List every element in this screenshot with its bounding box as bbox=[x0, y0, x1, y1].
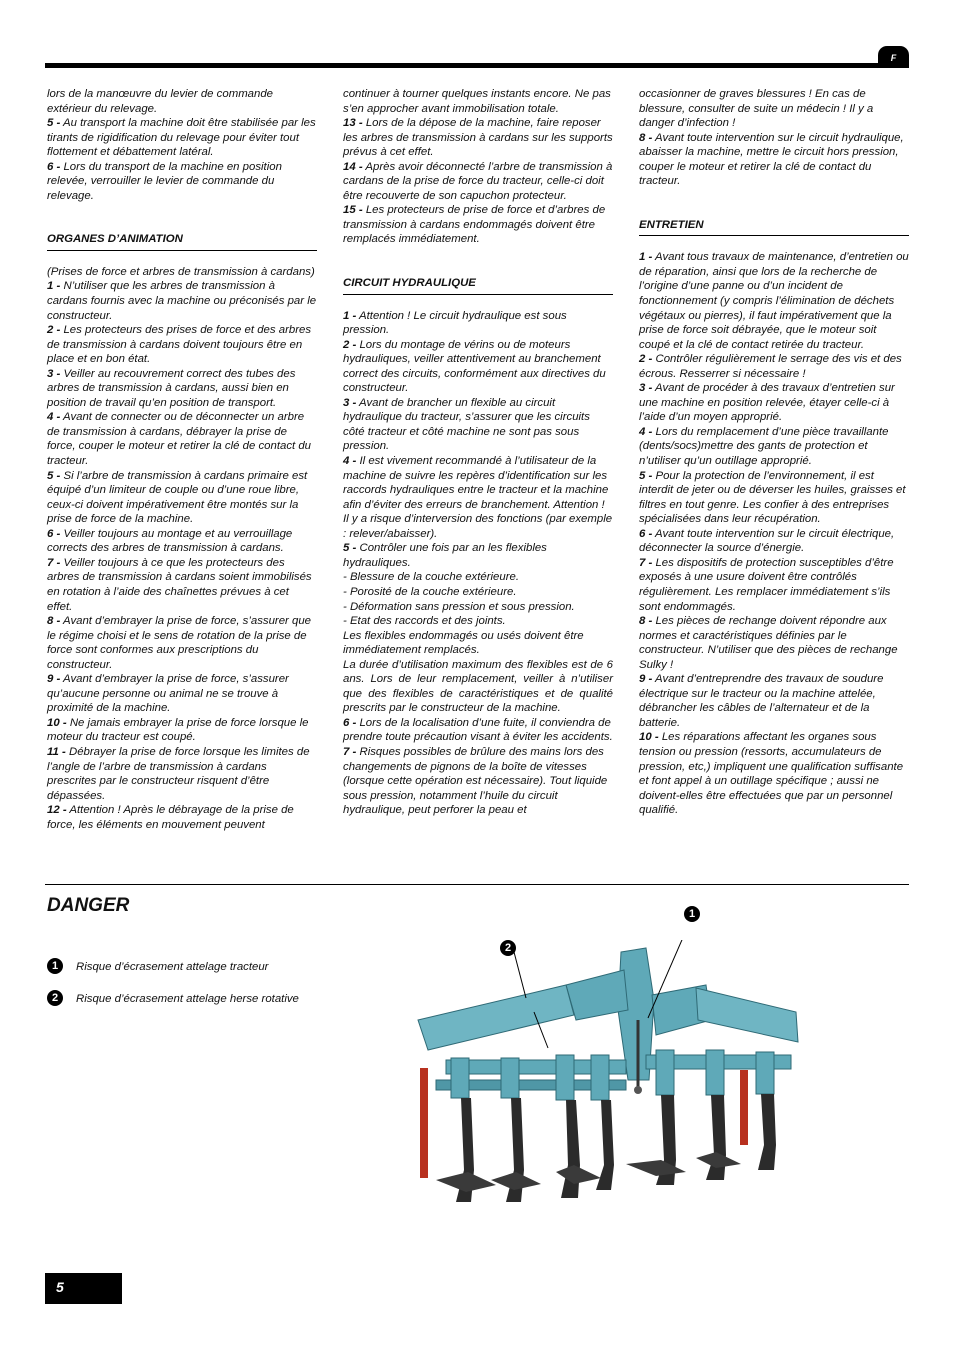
item-text: Les protecteurs des prises de force et des arbres de transmission à cardans doivent toujours être en place et en bon état. bbox=[47, 324, 312, 366]
paragraph: La durée d’utilisation maximum des flexibles est de 6 ans. Lors de leur remplacement, veiller à n’utiliser que des flexibles de caractéristiques et de qualité prescrits par le constructeur de la machine. bbox=[343, 658, 613, 715]
list-item bbox=[343, 396, 613, 454]
item-number: 12 - bbox=[47, 804, 67, 817]
item-number: 2 - bbox=[343, 338, 357, 351]
item-number: 5 - bbox=[47, 469, 61, 482]
column-2 bbox=[343, 87, 613, 818]
item-number: 10 - bbox=[47, 716, 67, 729]
legend-text-1: Risque d’écrasement attelage tracteur bbox=[76, 961, 269, 973]
item-number: 6 - bbox=[47, 160, 61, 173]
item-text: Veiller au recouvrement correct des tubes des arbres de transmission à cardans, aussi bien en position de travail qu’en position de transport. bbox=[47, 367, 296, 409]
list-item bbox=[639, 352, 909, 381]
item-text: Avant d’embrayer la prise de force, s’assurer que le régime choisi et le sens de rotation de la prise de force sont conformes aux prescriptions du constructeur. bbox=[47, 615, 312, 671]
item-text: Les protecteurs de prise de force et d’arbres de transmission à cardans endommagés doivent être remplacés immédiatement. bbox=[343, 204, 606, 246]
paragraph: Les flexibles endommagés ou usés doivent être immédiatement remplacés. bbox=[343, 629, 584, 657]
item-text: Il est vivement recommandé à l’utilisateur de la machine de suivre les repères d’identification sur les raccords hydrauliques entre le tracteur et la machine afin d’éviter des erreurs de branchement. Attention ! Il y a risque d’interversion des fonctions (par exemple : relever/abaisser). bbox=[343, 455, 613, 540]
section-title-entretien: ENTRETIEN bbox=[639, 218, 909, 237]
list-item bbox=[47, 410, 317, 468]
item-text: Lors de la localisation d’une fuite, il conviendra de prendre toute précaution visant à éviter les accidents. bbox=[343, 716, 613, 744]
item-text: Avant toute intervention sur le circuit hydraulique, abaisser la machine, mettre le circuit hors pression, couper le moteur et retirer la clé de contact du tracteur. bbox=[639, 131, 904, 188]
section-intro: (Prises de force et arbres de transmission à cardans) bbox=[47, 265, 315, 278]
list-item bbox=[47, 672, 317, 716]
item-text: Lors du transport de la machine en position relevée, verrouiller le levier de commande du relevage. bbox=[47, 160, 282, 202]
item-number: 3 - bbox=[47, 367, 61, 380]
list-item bbox=[639, 250, 909, 352]
item-text: Attention ! Le circuit hydraulique est sous pression. bbox=[343, 309, 567, 337]
item-number: 14 - bbox=[343, 160, 363, 173]
item-text: lors de la manœuvre du levier de commande extérieur du relevage. bbox=[47, 88, 274, 115]
machine-photo bbox=[406, 940, 800, 1222]
column-1 bbox=[47, 87, 317, 832]
item-text: Veiller toujours au montage et au verrouillage corrects des arbres de transmission à cardans. bbox=[47, 527, 293, 555]
item-number: 13 - bbox=[343, 117, 363, 130]
item-number: 4 - bbox=[47, 411, 61, 424]
col1-intro bbox=[47, 87, 317, 203]
photo-callout-2: 2 bbox=[500, 940, 516, 956]
item-number: 9 - bbox=[47, 673, 61, 686]
list-item bbox=[639, 87, 909, 131]
item-number: 8 - bbox=[47, 615, 61, 628]
item-text: Lors de la dépose de la machine, faire reposer les arbres de transmission à cardans sur les supports prévus à cet effet. bbox=[343, 117, 613, 159]
list-item bbox=[639, 672, 909, 730]
item-text: Contrôler une fois par an les flexibles hydrauliques. bbox=[343, 542, 547, 569]
item-text: N’utiliser que les arbres de transmission à cardans fournis avec la machine ou préconisés par le constructeur. bbox=[47, 280, 317, 322]
item-text: Avant d’entreprendre des travaux de soudure électrique sur le tracteur ou la machine attelée, débrancher les câbles de l’alternateur et de la batterie. bbox=[639, 673, 884, 729]
callout-number-1: 1 bbox=[47, 958, 63, 974]
list-item bbox=[343, 454, 613, 541]
item-number: 4 - bbox=[639, 425, 653, 438]
list-item bbox=[639, 425, 909, 469]
item-text: Avant d’embrayer la prise de force, s’assurer qu’aucune personne ou animal ne se trouve à proximité de la machine. bbox=[47, 673, 289, 715]
list-item bbox=[47, 556, 317, 614]
item-text: Avant de connecter ou de déconnecter un arbre de transmission à cardans, débrayer la prise de force, couper le moteur et retirer la clé de contact du tracteur. bbox=[47, 411, 312, 468]
item-number: 10 - bbox=[639, 731, 659, 744]
list-item bbox=[47, 745, 317, 803]
item-number: 6 - bbox=[47, 527, 61, 540]
list-item bbox=[47, 716, 317, 745]
item-number: 5 - bbox=[639, 469, 653, 482]
item-text: Attention ! Après le débrayage de la prise de force, les éléments en mouvement peuvent bbox=[47, 804, 294, 831]
item-number: 2 - bbox=[639, 353, 653, 366]
photo-callout-1: 1 bbox=[684, 906, 700, 922]
item-text: Avant toute intervention sur le circuit électrique, déconnecter la source d’énergie. bbox=[639, 527, 895, 555]
top-rule bbox=[45, 63, 909, 68]
item-number: 1 - bbox=[343, 309, 357, 322]
list-item bbox=[343, 338, 613, 396]
item-number: 7 - bbox=[639, 556, 653, 569]
danger-rule bbox=[45, 884, 909, 885]
item-number: 11 - bbox=[47, 745, 66, 758]
list-item bbox=[343, 203, 613, 247]
item-number: 8 - bbox=[639, 615, 653, 628]
item-text: Avant tous travaux de maintenance, d’entretien ou de réparation, ainsi que lors de la recherche de l’origine d’une panne ou d’un incident de fonctionnement (y compris l’élimination de déchets végétaux ou pierres), il faut impérativement que la prise de force soit débrayée, que le moteur soit coupé et la clé de contact retirée du tracteur. bbox=[639, 251, 909, 351]
item-number: 5 - bbox=[47, 117, 61, 130]
col1-intro-1 bbox=[47, 116, 317, 160]
item-number: 3 - bbox=[343, 396, 357, 409]
item-text: Au transport la machine doit être stabilisée par les tirants de rigidification du relevage pour éviter tout flottement et débattement latéral. bbox=[47, 117, 316, 159]
list-item bbox=[639, 131, 909, 189]
col1-intro-2 bbox=[47, 160, 317, 204]
col2-intro bbox=[343, 87, 613, 247]
col3-items bbox=[639, 250, 909, 817]
item-number: 2 - bbox=[47, 324, 61, 337]
item-text: Veiller toujours à ce que les protecteurs des arbres de transmission à cardans soient immobilisés en rotation à l’aide des chaînettes prévues à cet effet. bbox=[47, 556, 312, 613]
dash-item: - Porosité de la couche extérieure. bbox=[343, 585, 517, 598]
list-item bbox=[47, 279, 317, 323]
item-text: occasionner de graves blessures ! En cas de blessure, consulter de suite un médecin ! Il y a danger d’infection ! bbox=[639, 88, 874, 130]
list-item bbox=[639, 556, 909, 614]
list-item bbox=[639, 381, 909, 425]
item-text: Les réparations affectant les organes sous tension ou pression (ressorts, accumulateurs de pression, etc,) impliquent une qualification suffisante et font appel à un outillage spécifique ; aussi ne doivent-elles être effectuées que par un personnel qualifié. bbox=[639, 731, 904, 817]
list-item bbox=[47, 469, 317, 527]
list-item bbox=[639, 527, 909, 556]
item-text: Les dispositifs de protection susceptibles d’être exposés à une usure doivent être contrôlés régulièrement. Les remplacer immédiatement s’ils sont endommagés. bbox=[639, 556, 894, 613]
item-text: continuer à tourner quelques instants encore. Ne pas s’en approcher avant immobilisation totale. bbox=[343, 88, 611, 115]
list-item bbox=[47, 323, 317, 367]
item-number: 1 - bbox=[639, 251, 653, 264]
col2-items bbox=[343, 309, 613, 818]
item-text: Débrayer la prise de force lorsque les limites de l’angle de l’arbre de transmission à cardans prescrites par le constructeur risquent d’être dépassées. bbox=[47, 745, 310, 802]
list-item bbox=[47, 803, 317, 832]
list-item bbox=[343, 87, 613, 116]
list-item bbox=[47, 367, 317, 411]
item-text: Après avoir déconnecté l’arbre de transmission à cardans de la prise de force du tracteur, celle-ci doit être recouverte de son capuchon protecteur. bbox=[343, 160, 613, 202]
list-item bbox=[343, 160, 613, 204]
section-title-circuit-hydraulique: CIRCUIT HYDRAULIQUE bbox=[343, 276, 613, 295]
item-number: 9 - bbox=[639, 673, 653, 686]
item-text: Risques possibles de brûlure des mains lors des changements de pignons de la boîte de vitesses (lorsque cette opération est nécessaire). Tout liquide sous pression, notamment l’huile du circuit hydraulique, peut perforer la peau et bbox=[343, 745, 608, 817]
item-number: 6 - bbox=[343, 716, 357, 729]
callout-number-2: 2 bbox=[47, 990, 63, 1006]
item-text: Lors du remplacement d’une pièce travaillante (dents/socs)mettre des gants de protection et n’utiliser qu’un outillage approprié. bbox=[639, 425, 889, 468]
item-number: 7 - bbox=[343, 745, 357, 758]
item-text: Les pièces de rechange doivent répondre aux normes et caractéristiques définies par le constructeur. N’utiliser que des pièces de rechange Sulky ! bbox=[639, 615, 898, 671]
col1-items bbox=[47, 279, 317, 832]
dash-item: - Blessure de la couche extérieure. bbox=[343, 571, 520, 584]
item-number: 15 - bbox=[343, 204, 363, 217]
list-item bbox=[639, 469, 909, 527]
dash-item: - Déformation sans pression et sous pression. bbox=[343, 600, 575, 613]
item-text: Contrôler régulièrement le serrage des vis et des écrous. Resserrer si nécessaire ! bbox=[639, 353, 902, 380]
item-text: Avant de brancher un flexible au circuit hydraulique du tracteur, s’assurer que les circuits côté tracteur et côté machine ne sont pas sous pression. bbox=[343, 396, 590, 453]
column-3 bbox=[639, 87, 909, 818]
list-item bbox=[639, 730, 909, 817]
language-tab: F bbox=[878, 46, 909, 68]
item-number: 8 - bbox=[639, 131, 653, 144]
col3-intro bbox=[639, 87, 909, 189]
list-item bbox=[343, 716, 613, 745]
legend-text-2: Risque d’écrasement attelage herse rotative bbox=[76, 993, 299, 1005]
item-text: Si l’arbre de transmission à cardans primaire est équipé d’un limiteur de couple ou d’une roue libre, ceux-ci doivent impérativement être montés sur la prise de force de la machine. bbox=[47, 469, 308, 526]
list-item bbox=[343, 541, 613, 570]
item-number: 1 - bbox=[47, 280, 61, 293]
item-text: Ne jamais embrayer la prise de force lorsque le moteur du tracteur est coupé. bbox=[47, 716, 309, 744]
page-number: 5 bbox=[45, 1273, 122, 1304]
list-item bbox=[343, 116, 613, 160]
item-number: 7 - bbox=[47, 556, 61, 569]
list-item bbox=[343, 309, 613, 338]
item-text: Avant de procéder à des travaux d’entretien sur une machine en position relevée, étayer celle-ci à l’aide d’un moyen approprié. bbox=[639, 382, 895, 424]
list-item bbox=[47, 614, 317, 672]
item-text: Pour la protection de l’environnement, il est interdit de jeter ou de déverser les huiles, graisses et filtres en tout genre. Les confier à des entreprises spécialisées dans leur récupération. bbox=[639, 469, 906, 526]
col1-intro-0 bbox=[47, 87, 317, 116]
item-number: 4 - bbox=[343, 455, 357, 468]
section-title-organes: ORGANES D’ANIMATION bbox=[47, 232, 317, 251]
item-number: 6 - bbox=[639, 527, 653, 540]
list-item bbox=[47, 527, 317, 556]
item-text: Lors du montage de vérins ou de moteurs hydrauliques, veiller attentivement au branchement correct des circuits, conformément aux directives du constructeur. bbox=[343, 338, 606, 395]
dash-item: - Etat des raccords et des joints. bbox=[343, 615, 506, 628]
list-item bbox=[343, 745, 613, 818]
danger-title: DANGER bbox=[47, 895, 130, 916]
item-number: 3 - bbox=[639, 382, 653, 395]
list-item bbox=[639, 614, 909, 672]
item-number: 5 - bbox=[343, 542, 357, 555]
